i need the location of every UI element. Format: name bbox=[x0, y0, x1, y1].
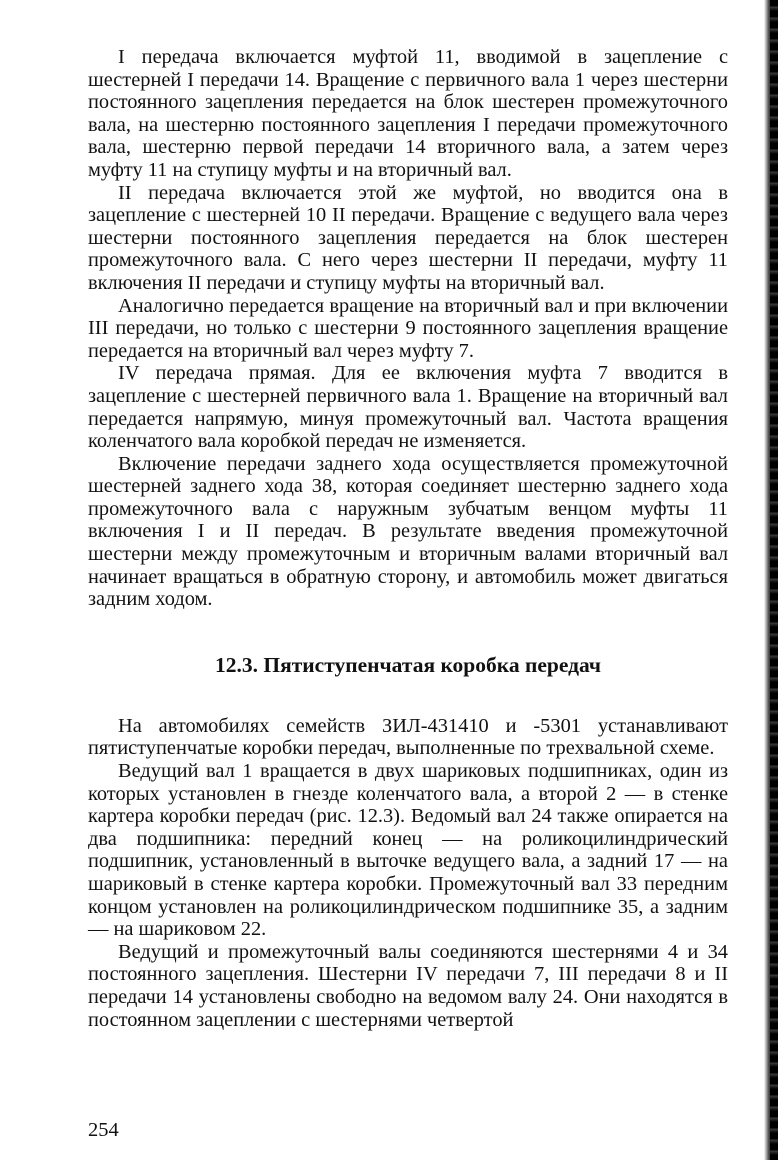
paragraph-2: II передача включается этой же муфтой, но вводится она в зацепление с шестерней 10 II передачи. Вращение с ведущего вала через шестерни постоянного зацепления передается на блок шестерен промежуточного вала. С него через шестерни II передачи, муфту 11 включения II передачи и ступицу муфты на вторичный вал. bbox=[88, 181, 728, 294]
paragraph-4: IV передача прямая. Для ее включения муфта 7 вводится в зацепление с шестерней первичного вала 1. Вращение на вторичный вал передается напрямую, минуя промежуточный вал. Частота вращения коленчатого вала коробкой передач не изменяется. bbox=[88, 362, 728, 453]
section-heading: 12.3. Пятиступенчатая коробка передач bbox=[214, 652, 601, 677]
paragraph-5: Включение передачи заднего хода осуществляется промежуточной шестерней заднего хода 38, которая соединяет шестерню заднего хода промежуточного вала с наружным зубчатым венцом муфты 11 включения I и II передач. В результате введения промежуточной шестерни между промежуточным и вторичным валами вторичный вал начинает вращаться в обратную сторону, и автомобиль может двигаться задним ходом. bbox=[88, 452, 728, 611]
paragraph-7: Ведущий вал 1 вращается в двух шариковых подшипниках, один из которых установлен в гнезде коленчатого вала, а второй 2 — в стенке картера коробки передач (рис. 12.3). Ведомый вал 24 также опирается на два подшипника: передний конец — на роликоцилиндрический подшипник, установленный в выточке ведущего вала, а задний 17 — на шариковый в стенке картера коробки. Промежуточный вал 33 передним концом установлен на роликоцилиндрическом подшипнике 35, а задним — на шариковом 22. bbox=[88, 760, 728, 941]
paragraph-3: Аналогично передается вращение на вторичный вал и при включении III передачи, но только с шестерни 9 постоянного зацепления вращение передается на вторичный вал через муфту 7. bbox=[88, 294, 728, 362]
paragraph-1: I передача включается муфтой 11, вводимой в зацепление с шестерней I передачи 14. Вращение с первичного вала 1 через шестерни постоянного зацепления передается на блок шестерен промежуточного вала, на шестерню постоянного зацепления I передачи промежуточного вала, шестерню первой передачи 14 вторичного вала, а затем через муфту 11 на ступицу муфты и на вторичный вал. bbox=[88, 46, 728, 181]
paragraph-8: Ведущий и промежуточный валы соединяются шестернями 4 и 34 постоянного зацепления. Шестерни IV передачи 7, III передачи 8 и II передачи 14 установлены свободно на ведомом валу 24. Они находятся в постоянном зацеплении с шестернями четвертой bbox=[88, 940, 728, 1031]
book-spine-edge bbox=[770, 0, 778, 1160]
page-number: 254 bbox=[88, 1119, 119, 1141]
paragraph-6: На автомобилях семейств ЗИЛ-431410 и -5301 устанавливают пятиступенчатые коробки передач, выполненные по трехвальной схеме. bbox=[88, 714, 728, 760]
page-body bbox=[88, 46, 728, 1031]
